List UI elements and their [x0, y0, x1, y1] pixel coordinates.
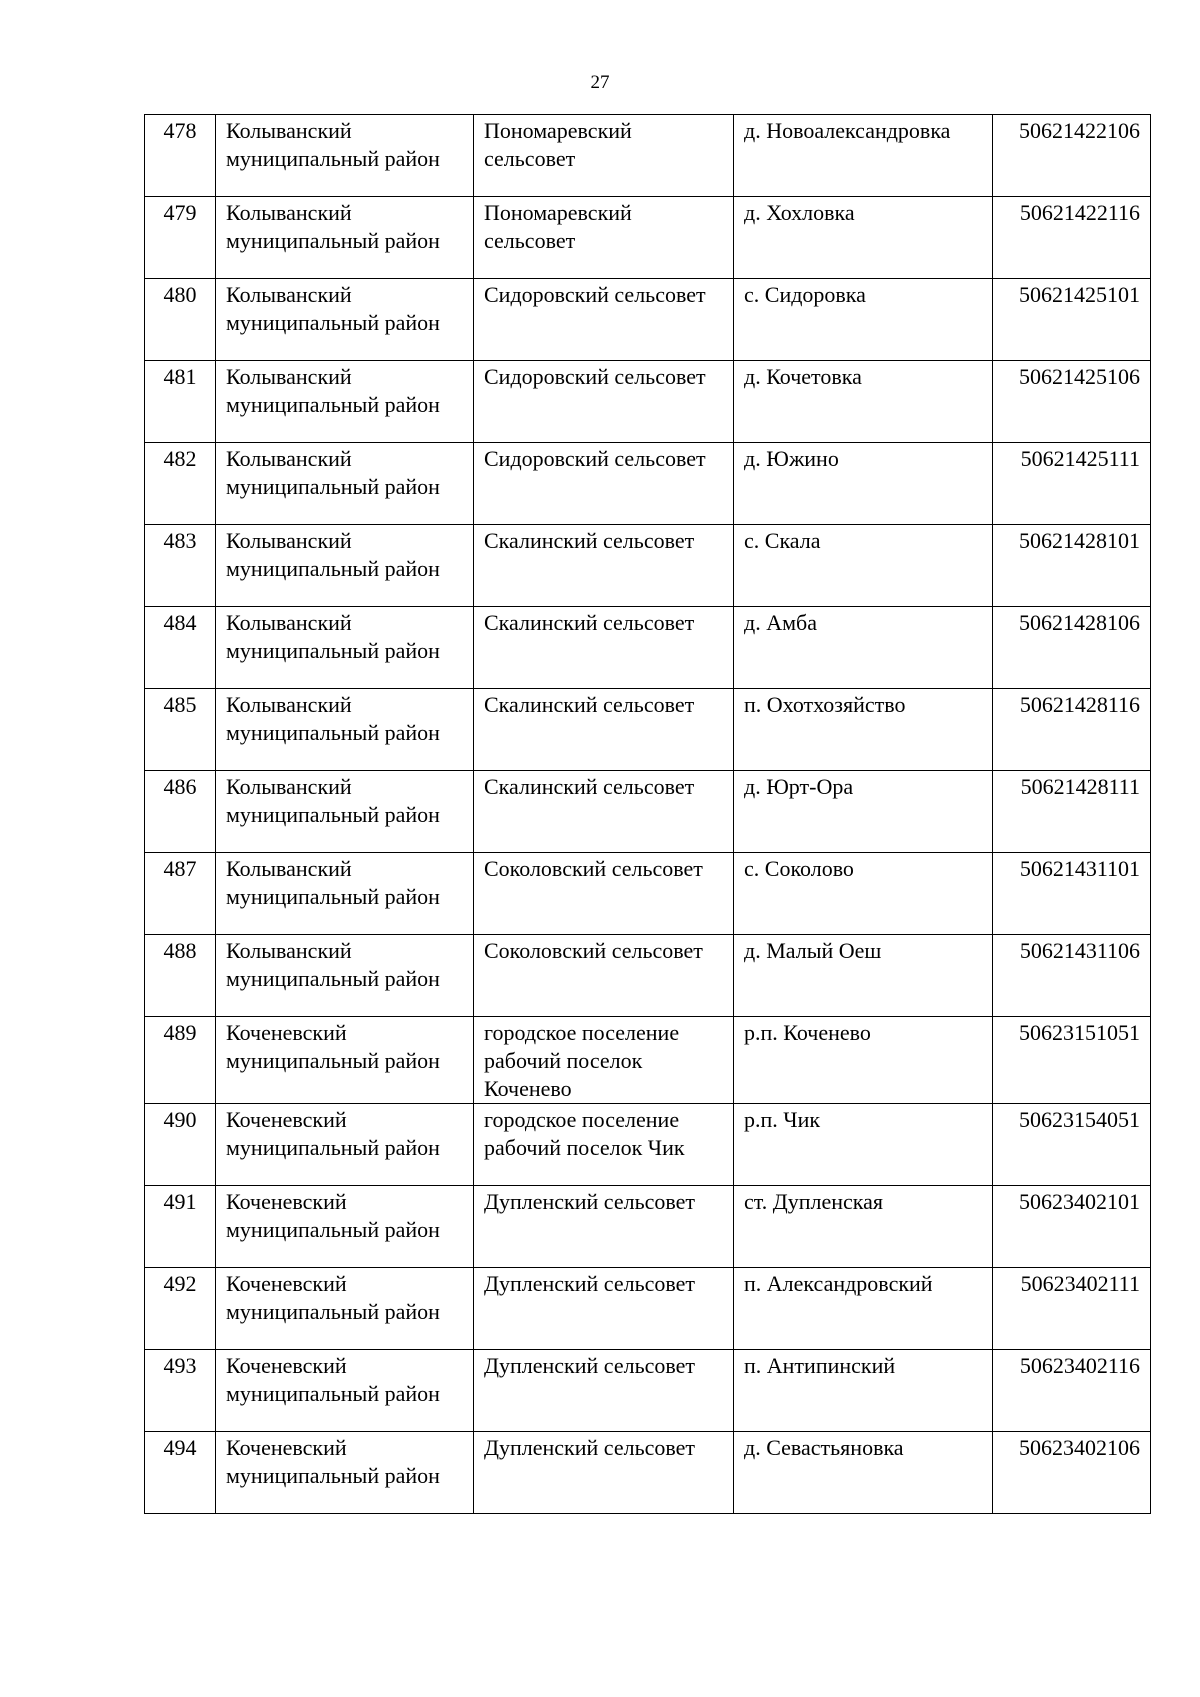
district-cell: Колыванский муниципальный район: [216, 607, 474, 689]
council-cell: Сидоровский сельсовет: [474, 279, 734, 361]
table-row: [145, 935, 1151, 1017]
council-cell: Соколовский сельсовет: [474, 935, 734, 1017]
row-number-cell: 494: [145, 1432, 216, 1514]
settlements-table: [144, 114, 1151, 1514]
oktmo-code-cell: 50623402101: [993, 1186, 1151, 1268]
locality-cell: п. Охотхозяйство: [734, 689, 993, 771]
district-cell: Коченевский муниципальный район: [216, 1268, 474, 1350]
row-number-cell: 482: [145, 443, 216, 525]
district-cell: Колыванский муниципальный район: [216, 443, 474, 525]
table-row: [145, 1104, 1151, 1186]
council-cell: Пономаревский сельсовет: [474, 197, 734, 279]
locality-cell: д. Амба: [734, 607, 993, 689]
locality-cell: д. Южино: [734, 443, 993, 525]
district-cell: Коченевский муниципальный район: [216, 1432, 474, 1514]
locality-cell: п. Антипинский: [734, 1350, 993, 1432]
district-cell: Колыванский муниципальный район: [216, 279, 474, 361]
locality-cell: д. Хохловка: [734, 197, 993, 279]
district-cell: Колыванский муниципальный район: [216, 689, 474, 771]
row-number-cell: 479: [145, 197, 216, 279]
oktmo-code-cell: 50621422116: [993, 197, 1151, 279]
row-number-cell: 481: [145, 361, 216, 443]
council-cell: Дупленский сельсовет: [474, 1432, 734, 1514]
district-cell: Коченевский муниципальный район: [216, 1104, 474, 1186]
table-row: [145, 279, 1151, 361]
district-cell: Колыванский муниципальный район: [216, 525, 474, 607]
locality-cell: д. Новоалександровка: [734, 115, 993, 197]
row-number-cell: 483: [145, 525, 216, 607]
table-row: [145, 525, 1151, 607]
oktmo-code-cell: 50621422106: [993, 115, 1151, 197]
oktmo-code-cell: 50623154051: [993, 1104, 1151, 1186]
page-number: 27: [590, 72, 610, 93]
council-cell: Скалинский сельсовет: [474, 689, 734, 771]
council-cell: Дупленский сельсовет: [474, 1268, 734, 1350]
row-number-cell: 491: [145, 1186, 216, 1268]
locality-cell: с. Скала: [734, 525, 993, 607]
row-number-cell: 493: [145, 1350, 216, 1432]
row-number-cell: 490: [145, 1104, 216, 1186]
table-row: [145, 197, 1151, 279]
table-row: [145, 1432, 1151, 1514]
oktmo-code-cell: 50621428106: [993, 607, 1151, 689]
locality-cell: р.п. Чик: [734, 1104, 993, 1186]
table-row: [145, 115, 1151, 197]
council-cell: Сидоровский сельсовет: [474, 443, 734, 525]
council-cell: Скалинский сельсовет: [474, 607, 734, 689]
table-row: [145, 1017, 1151, 1104]
table-row: [145, 607, 1151, 689]
oktmo-code-cell: 50623151051: [993, 1017, 1151, 1104]
table-row: [145, 689, 1151, 771]
council-cell: городское поселение рабочий поселок Коченево: [474, 1017, 734, 1104]
row-number-cell: 489: [145, 1017, 216, 1104]
locality-cell: р.п. Коченево: [734, 1017, 993, 1104]
row-number-cell: 487: [145, 853, 216, 935]
row-number-cell: 480: [145, 279, 216, 361]
locality-cell: д. Юрт-Ора: [734, 771, 993, 853]
table-row: [145, 853, 1151, 935]
district-cell: Колыванский муниципальный район: [216, 853, 474, 935]
locality-cell: д. Малый Оеш: [734, 935, 993, 1017]
row-number-cell: 478: [145, 115, 216, 197]
council-cell: городское поселение рабочий поселок Чик: [474, 1104, 734, 1186]
row-number-cell: 485: [145, 689, 216, 771]
council-cell: Дупленский сельсовет: [474, 1350, 734, 1432]
row-number-cell: 484: [145, 607, 216, 689]
table-row: [145, 443, 1151, 525]
oktmo-code-cell: 50621425101: [993, 279, 1151, 361]
oktmo-code-cell: 50621428101: [993, 525, 1151, 607]
table-row: [145, 1268, 1151, 1350]
district-cell: Колыванский муниципальный район: [216, 197, 474, 279]
oktmo-code-cell: 50621428111: [993, 771, 1151, 853]
council-cell: Соколовский сельсовет: [474, 853, 734, 935]
locality-cell: д. Кочетовка: [734, 361, 993, 443]
oktmo-code-cell: 50623402106: [993, 1432, 1151, 1514]
district-cell: Колыванский муниципальный район: [216, 935, 474, 1017]
oktmo-code-cell: 50621425106: [993, 361, 1151, 443]
locality-cell: с. Соколово: [734, 853, 993, 935]
oktmo-code-cell: 50623402111: [993, 1268, 1151, 1350]
table-row: [145, 361, 1151, 443]
locality-cell: с. Сидоровка: [734, 279, 993, 361]
table-row: [145, 771, 1151, 853]
table-row: [145, 1350, 1151, 1432]
row-number-cell: 488: [145, 935, 216, 1017]
district-cell: Коченевский муниципальный район: [216, 1017, 474, 1104]
row-number-cell: 492: [145, 1268, 216, 1350]
oktmo-code-cell: 50621428116: [993, 689, 1151, 771]
table-body: [145, 115, 1151, 1514]
district-cell: Колыванский муниципальный район: [216, 361, 474, 443]
locality-cell: д. Севастьяновка: [734, 1432, 993, 1514]
district-cell: Коченевский муниципальный район: [216, 1186, 474, 1268]
oktmo-code-cell: 50621431101: [993, 853, 1151, 935]
oktmo-code-cell: 50621425111: [993, 443, 1151, 525]
council-cell: Дупленский сельсовет: [474, 1186, 734, 1268]
row-number-cell: 486: [145, 771, 216, 853]
council-cell: Сидоровский сельсовет: [474, 361, 734, 443]
oktmo-code-cell: 50623402116: [993, 1350, 1151, 1432]
council-cell: Скалинский сельсовет: [474, 771, 734, 853]
council-cell: Пономаревский сельсовет: [474, 115, 734, 197]
district-cell: Колыванский муниципальный район: [216, 771, 474, 853]
council-cell: Скалинский сельсовет: [474, 525, 734, 607]
oktmo-code-cell: 50621431106: [993, 935, 1151, 1017]
locality-cell: ст. Дупленская: [734, 1186, 993, 1268]
district-cell: Колыванский муниципальный район: [216, 115, 474, 197]
locality-cell: п. Александровский: [734, 1268, 993, 1350]
district-cell: Коченевский муниципальный район: [216, 1350, 474, 1432]
table-row: [145, 1186, 1151, 1268]
